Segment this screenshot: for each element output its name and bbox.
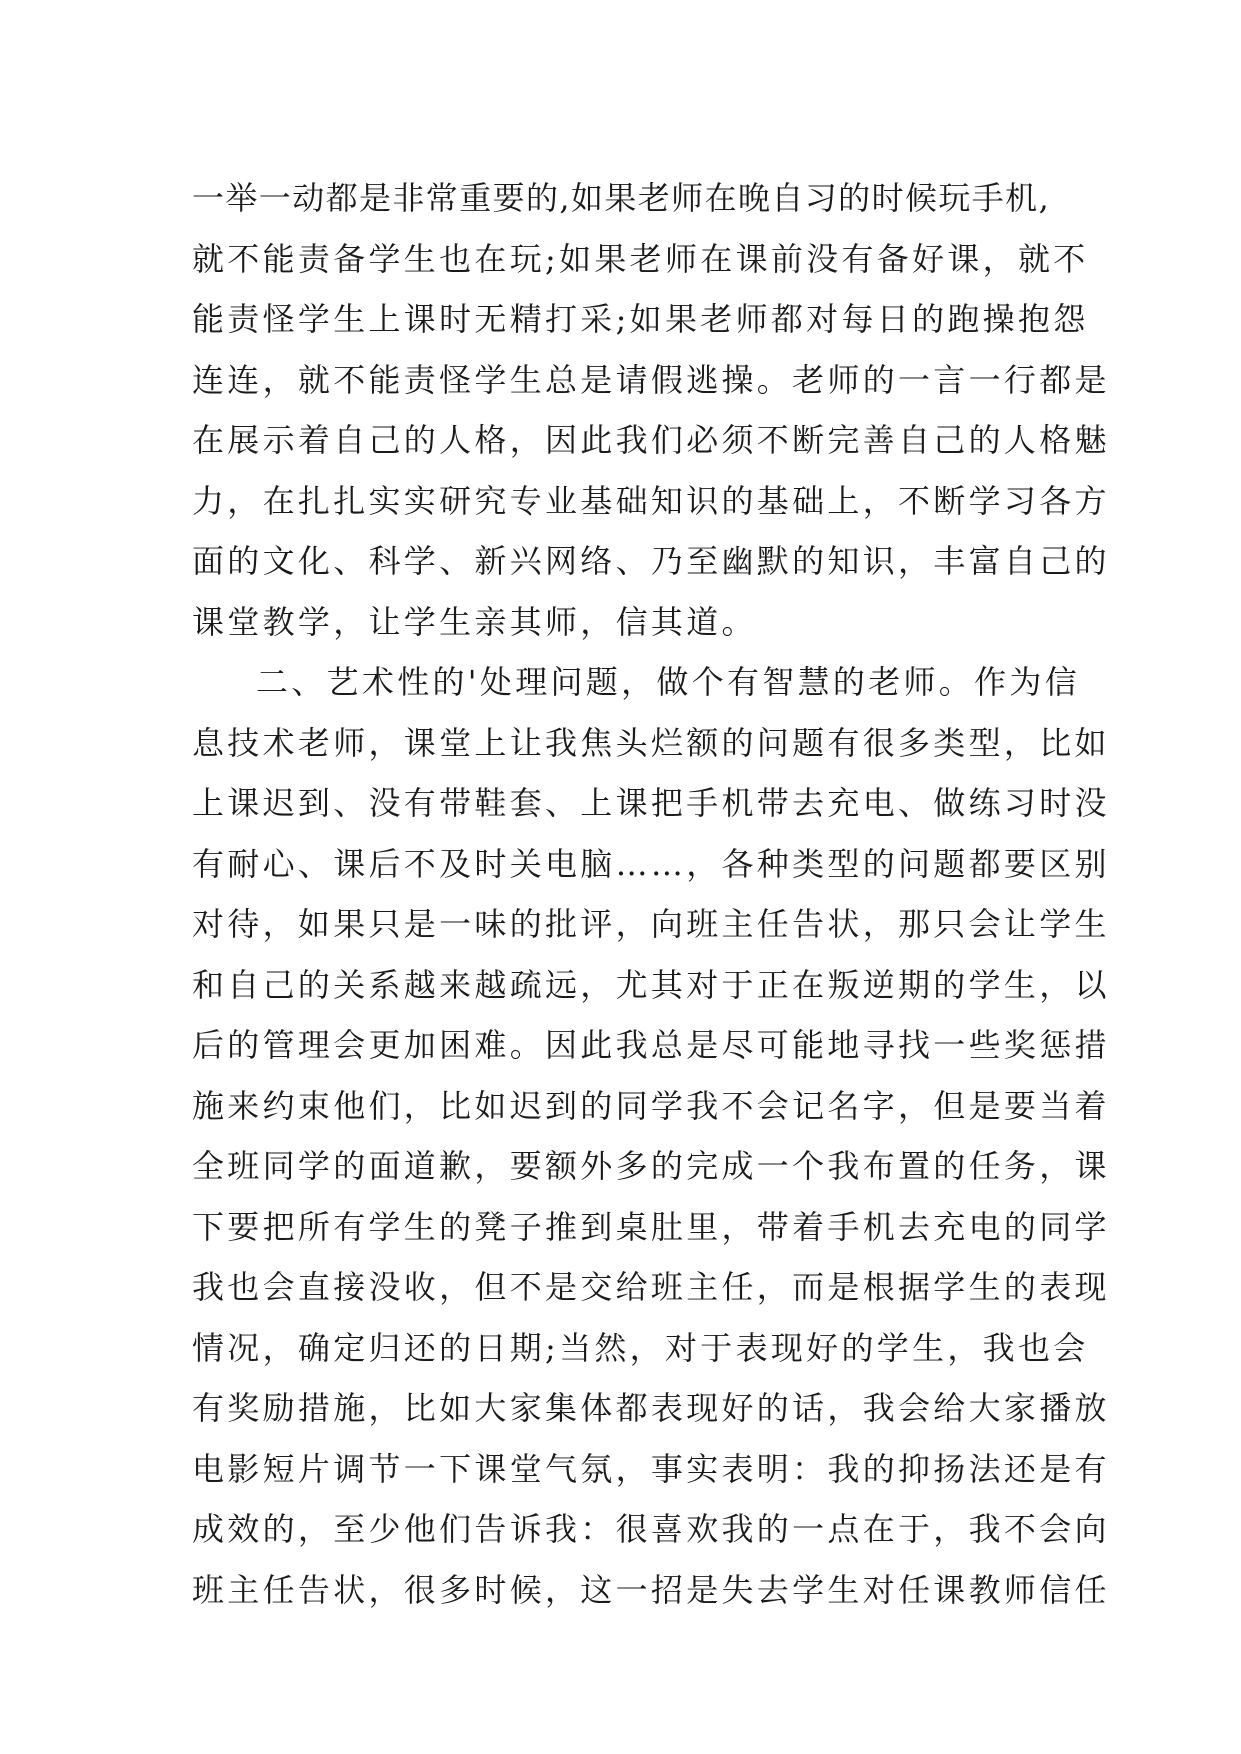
text-line-17: 全班同学的面道歉，要额外多的完成一个我布置的任务，课 — [192, 1147, 1110, 1185]
text-line-1: 一举一动都是非常重要的,如果老师在晚自习的时候玩手机, — [192, 179, 1051, 217]
body-text — [192, 168, 1110, 1620]
text-line-21: 有奖励措施，比如大家集体都表现好的话，我会给大家播放 — [192, 1389, 1110, 1427]
text-line-10: 息技术老师，课堂上让我焦头烂额的问题有很多类型，比如 — [192, 723, 1110, 762]
text-line-22: 电影短片调节一下课堂气氛，事实表明：我的抑扬法还是有 — [192, 1449, 1110, 1488]
text-line-8: 课堂教学，让学生亲其师，信其道。 — [192, 602, 757, 641]
text-line-23: 成效的，至少他们告诉我：很喜欢我的一点在于，我不会向 — [192, 1510, 1110, 1548]
text-line-11: 上课迟到、没有带鞋套、上课把手机带去充电、做练习时没 — [192, 784, 1110, 822]
text-line-20: 情况，确定归还的日期;当然，对于表现好的学生，我也会 — [192, 1328, 1089, 1367]
text-line-4: 连连，就不能责怪学生总是请假逃操。老师的一言一行都是 — [192, 360, 1110, 399]
text-line-6: 力，在扎扎实实研究专业基础知识的基础上，不断学习各方 — [192, 481, 1110, 520]
text-line-24: 班主任告状，很多时候，这一招是失去学生对任课教师信任 — [192, 1570, 1110, 1609]
text-line-18: 下要把所有学生的凳子推到桌肚里，带着手机去充电的同学 — [192, 1207, 1110, 1246]
text-line-7: 面的文化、科学、新兴网络、乃至幽默的知识，丰富自己的 — [192, 542, 1110, 580]
text-line-14: 和自己的关系越来越疏远，尤其对于正在叛逆期的学生，以 — [192, 965, 1110, 1004]
text-line-5: 在展示着自己的人格，因此我们必须不断完善自己的人格魅 — [192, 421, 1110, 459]
text-line-15: 后的管理会更加困难。因此我总是尽可能地寻找一些奖惩措 — [192, 1026, 1110, 1064]
text-line-19: 我也会直接没收，但不是交给班主任，而是根据学生的表现 — [192, 1268, 1110, 1306]
text-line-12: 有耐心、课后不及时关电脑……，各种类型的问题都要区别 — [192, 844, 1110, 883]
text-line-16: 施来约束他们，比如迟到的同学我不会记名字，但是要当着 — [192, 1086, 1110, 1125]
text-line-13: 对待，如果只是一味的批评，向班主任告状，那只会让学生 — [192, 905, 1110, 943]
paragraph-two-start: 二、艺术性的'处理问题，做个有智慧的老师。作为信 — [256, 663, 1080, 701]
text-line-2: 就不能责备学生也在玩;如果老师在课前没有备好课，就不 — [192, 239, 1089, 278]
text-line-3: 能责怪学生上课时无精打采;如果老师都对每日的跑操抱怨 — [192, 300, 1089, 338]
